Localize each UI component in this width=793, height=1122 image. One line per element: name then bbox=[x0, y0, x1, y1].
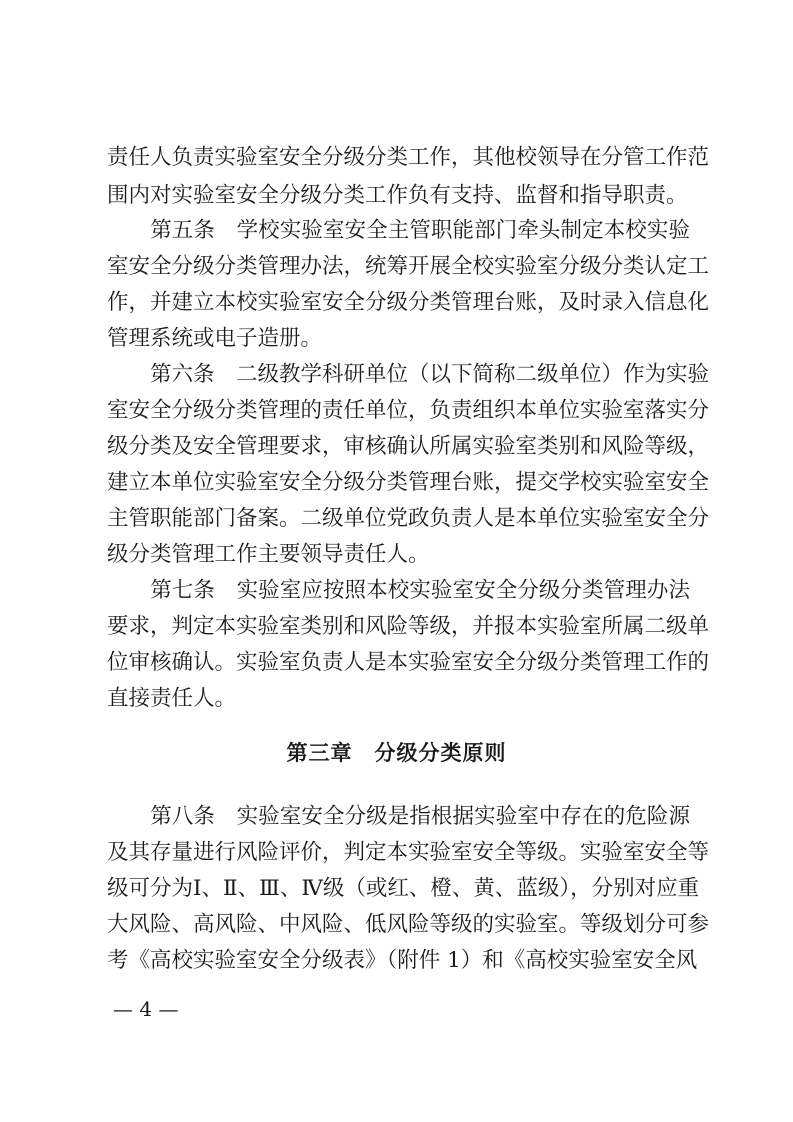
text-line: 围内对实验室安全分级分类工作负有支持、监督和指导职责。 bbox=[107, 183, 688, 208]
text-line: 责任人负责实验室安全分级分类工作，其他校领导在分管工作范 bbox=[107, 145, 710, 170]
article-8-line: 第八条 实验室安全分级是指根据实验室中存在的危险源 bbox=[107, 804, 690, 829]
text-line: 级分类及安全管理要求，审核确认所属实验室类别和风险等级， bbox=[107, 434, 710, 459]
text-line: 室安全分级分类管理的责任单位，负责组织本单位实验室落实分 bbox=[107, 398, 710, 423]
text-line: 大风险、高风险、中风险、低风险等级的实验室。等级划分可参 bbox=[107, 912, 710, 937]
text-line: 级可分为Ⅰ、Ⅱ、Ⅲ、Ⅳ级（或红、橙、黄、蓝级），分别对应重 bbox=[107, 876, 700, 901]
text-line: 室安全分级分类管理办法，统筹开展全校实验室分级分类认定工 bbox=[107, 254, 710, 279]
text-line: 主管职能部门备案。二级单位党政负责人是本单位实验室安全分 bbox=[107, 506, 710, 531]
text-line: 要求，判定本实验室类别和风险等级，并报本实验室所属二级单 bbox=[107, 614, 710, 639]
text-line: 作，并建立本校实验室安全分级分类管理台账，及时录入信息化 bbox=[107, 290, 710, 315]
text-line: 级分类管理工作主要领导责任人。 bbox=[107, 542, 430, 567]
text-line: 直接责任人。 bbox=[107, 686, 237, 711]
text-line: 位审核确认。实验室负责人是本实验室安全分级分类管理工作的 bbox=[107, 650, 710, 675]
text-line: 考《高校实验室安全分级表》（附件 1）和《高校实验室安全风 bbox=[107, 948, 698, 973]
chapter-heading: 第三章 分级分类原则 bbox=[286, 741, 507, 765]
text-line: 建立本单位实验室安全分级分类管理台账，提交学校实验室安全 bbox=[107, 470, 710, 495]
article-5-line: 第五条 学校实验室安全主管职能部门牵头制定本校实验 bbox=[107, 218, 690, 243]
article-7-line: 第七条 实验室应按照本校实验室安全分级分类管理办法 bbox=[107, 578, 690, 603]
article-6-line: 第六条 二级教学科研单位（以下简称二级单位）作为实验 bbox=[107, 362, 710, 387]
page-number: — 4 — bbox=[113, 997, 179, 1021]
text-line: 管理系统或电子造册。 bbox=[107, 326, 323, 351]
text-line: 及其存量进行风险评价，判定本实验室安全等级。实验室安全等 bbox=[107, 840, 710, 865]
